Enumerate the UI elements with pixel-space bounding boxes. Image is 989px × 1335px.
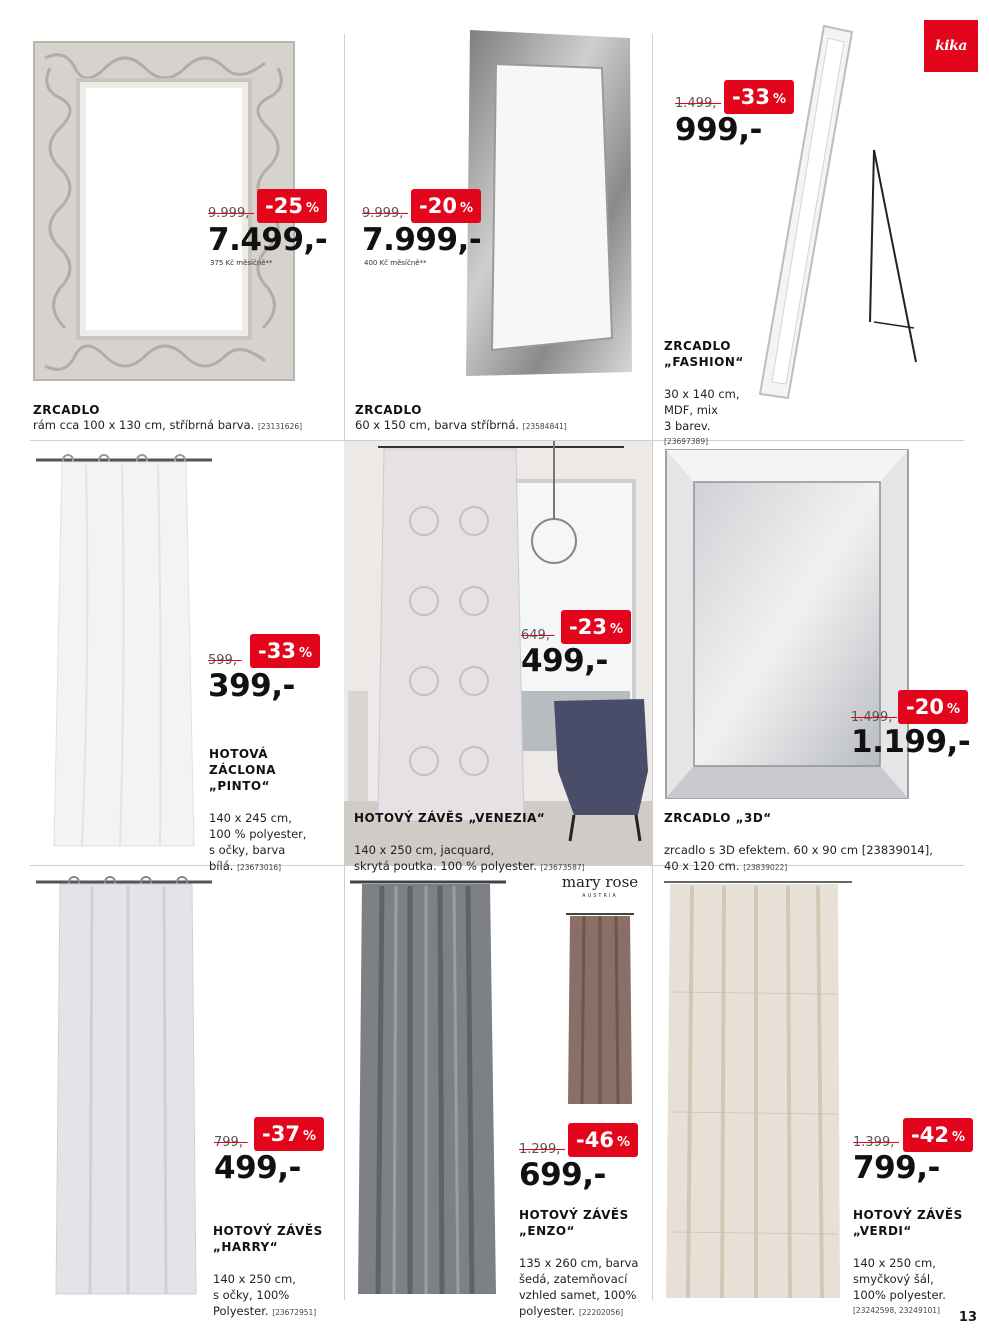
discount-badge	[561, 610, 631, 644]
old-price: 9.999,-	[208, 206, 255, 221]
page-number: 13	[958, 1310, 977, 1325]
discount-badge	[724, 80, 794, 114]
discount-percent: %	[459, 200, 473, 216]
discount-value: -25	[265, 194, 303, 218]
enzo-brown-curtain-image	[564, 910, 636, 1106]
maryrose-logo: mary rose	[561, 873, 639, 891]
discount-value: -20	[419, 194, 457, 218]
product-title: ZRCADLO „3D“	[664, 811, 772, 825]
monthly-payment: 400 Kč měsíčně**	[364, 259, 427, 267]
discount-badge	[898, 690, 968, 724]
product-title: HOTOVÝ ZÁVĚS „VENEZIA“	[354, 811, 546, 825]
verdi-curtain-image	[662, 872, 854, 1300]
product-title: HOTOVÝ ZÁVĚS „HARRY“	[213, 1224, 323, 1254]
price: 7.499,-	[208, 222, 328, 258]
old-price: 1.399,-	[853, 1135, 900, 1150]
product-desc: 140 x 250 cm, smyčkový šál, 100% polyester. [23242598, 23249101]	[853, 1256, 946, 1315]
price: 7.999,-	[362, 222, 482, 258]
discount-percent: %	[305, 200, 319, 216]
old-price: 9.999,-	[362, 206, 409, 221]
old-price: 1.299,-	[519, 1142, 566, 1157]
product-title: ZRCADLO	[355, 403, 422, 417]
old-price: 649,-	[521, 628, 555, 643]
product-desc: 30 x 140 cm, MDF, mix 3 barev. [23697389]	[664, 387, 740, 446]
discount-value: -37	[262, 1122, 300, 1146]
product-title: HOTOVÝ ZÁVĚS „VERDI“	[853, 1208, 963, 1238]
old-price: 799,-	[214, 1135, 248, 1150]
product-desc: zrcadlo s 3D efektem. 60 x 90 cm [23839014], 40 x 120 cm. [23839022]	[664, 843, 933, 873]
monthly-payment: 375 Kč měsíčně**	[210, 259, 273, 267]
product-desc: 60 x 150 cm, barva stříbrná. [23584841]	[355, 418, 567, 432]
old-price: 599,-	[208, 653, 242, 668]
column-divider	[652, 34, 653, 1300]
discount-percent: %	[616, 1134, 630, 1150]
discount-badge	[254, 1117, 324, 1151]
price: 399,-	[208, 668, 295, 704]
discount-value: -20	[906, 695, 944, 719]
discount-percent: %	[772, 91, 786, 107]
product-desc: 140 x 250 cm, s očky, 100% Polyester. [23672951]	[213, 1272, 317, 1318]
discount-value: -46	[576, 1128, 614, 1152]
price: 799,-	[853, 1150, 940, 1186]
product-title: HOTOVÁ ZÁCLONA „PINTO“	[209, 747, 277, 793]
product-title: ZRCADLO „FASHION“	[664, 339, 744, 369]
silver-mirror-image	[459, 28, 638, 378]
discount-badge	[250, 634, 320, 668]
old-price: 1.499,-	[675, 96, 722, 111]
discount-percent: %	[609, 621, 623, 637]
discount-value: -42	[911, 1123, 949, 1147]
product-desc: 140 x 245 cm, 100 % polyester, s očky, barva bílá. [23673016]	[209, 811, 307, 873]
pinto-curtain-image	[34, 450, 214, 850]
price: 499,-	[521, 643, 608, 679]
price: 1.199,-	[851, 724, 971, 760]
product-desc: 140 x 250 cm, jacquard, skrytá poutka. 100 % polyester. [23673587]	[354, 843, 585, 873]
enzo-curtain-image	[348, 874, 508, 1298]
discount-value: -33	[258, 639, 296, 663]
discount-value: -33	[732, 85, 770, 109]
discount-percent: %	[302, 1128, 316, 1144]
discount-percent: %	[298, 645, 312, 661]
maryrose-sub: AUSTRIA	[582, 893, 618, 899]
discount-badge	[411, 189, 481, 223]
price: 499,-	[214, 1150, 301, 1186]
product-desc: rám cca 100 x 130 cm, stříbrná barva. [23131626]	[33, 418, 303, 432]
product-title: ZRCADLO	[33, 403, 100, 417]
price: 699,-	[519, 1157, 606, 1193]
price: 999,-	[675, 112, 762, 148]
discount-percent: %	[946, 701, 960, 717]
harry-curtain-image	[34, 874, 214, 1298]
kika-logo[interactable]: kika	[924, 20, 978, 72]
discount-badge	[903, 1118, 973, 1152]
discount-badge	[568, 1123, 638, 1157]
discount-percent: %	[951, 1129, 965, 1145]
discount-value: -23	[569, 615, 607, 639]
product-desc: 135 x 260 cm, barva šedá, zatemňovací vzhled samet, 100% polyester. [22202056]	[519, 1256, 639, 1318]
standing-mirror-image	[756, 22, 926, 402]
old-price: 1.499,-	[851, 710, 898, 725]
discount-badge	[257, 189, 327, 223]
product-title: HOTOVÝ ZÁVĚS „ENZO“	[519, 1208, 629, 1238]
